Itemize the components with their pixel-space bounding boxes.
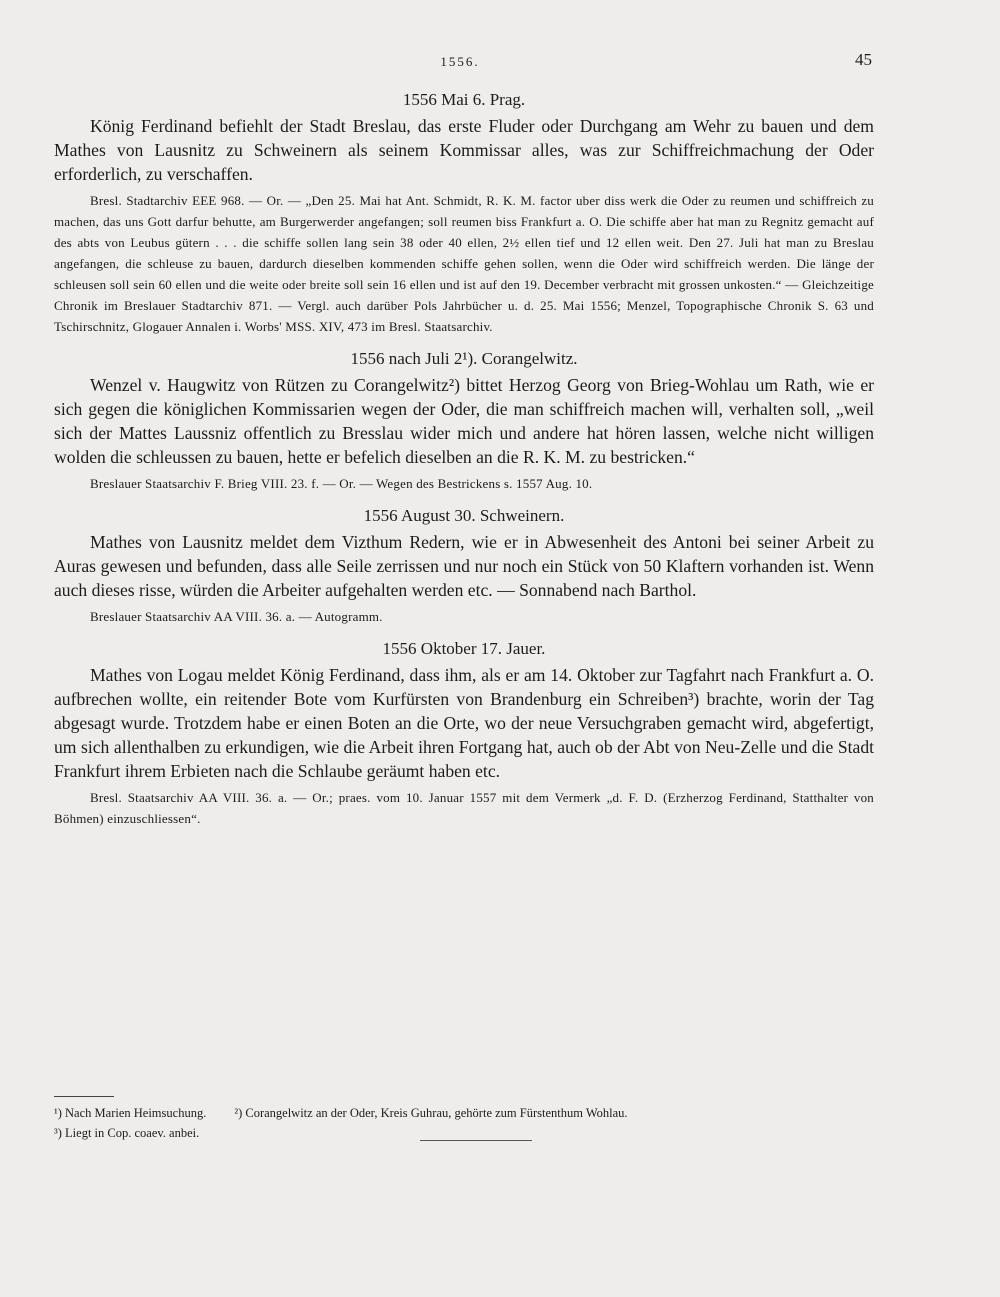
- entry: [54, 88, 874, 337]
- entry-source: Breslauer Staatsarchiv AA VIII. 36. a. — Autogramm.: [90, 609, 383, 624]
- entry-body: Mathes von Logau meldet König Ferdinand, dass ihm, als er am 14. Oktober zur Tagfahrt nach Frankfurt a. O. aufbrechen wollte, ein reitender Bote vom Kurfürsten von Brandenburg ein Schreiben³) brachte, worin der Tag abgesagt wurde. Trotzdem habe er einen Boten an die Orte, wo der neue Versuchgraben gemacht wird, abgefertigt, um sich allenthalben zu erkundigen, wie die Arbeit ihren Fortgang hat, auch ob der Abt von Neu-Zelle und die Stadt Frankfurt ihrem Erbieten nach die Schlaube geräumt haben etc.: [54, 665, 874, 781]
- footnote-rule: [54, 1096, 114, 1097]
- entry-heading: 1556 nach Juli 2¹). Corangelwitz.: [350, 349, 578, 368]
- running-header: [0, 50, 1000, 72]
- entry: [54, 504, 874, 627]
- divider: [420, 1140, 532, 1141]
- entry-heading: 1556 August 30. Schweinern.: [363, 506, 565, 525]
- entry: [54, 637, 874, 829]
- entry-source: Breslauer Staatsarchiv F. Brieg VIII. 23. f. — Or. — Wegen des Bestrickens s. 1557 Aug. 10.: [90, 476, 593, 491]
- entry-body: König Ferdinand befiehlt der Stadt Breslau, das erste Fluder oder Durchgang am Wehr zu bauen und dem Mathes von Lausnitz zu Schweinern als seinem Kommissar alles, was zur Schiffreichmachung der Oder erforderlich, zu verschaffen.: [54, 116, 874, 184]
- entry-body: Wenzel v. Haugwitz von Rützen zu Corangelwitz²) bittet Herzog Georg von Brieg-Wohlau um Rath, wie er sich gegen die königlichen Kommissarien wegen der Oder, die man schiffreich machen will, verhalten soll, „weil sich der Mattes Laussniz offentlich zu Bresslau wider mich und andere hat hören lassen, welche nicht willigen wolden die schleussen zu bauen, hette er befelich dieselben an die R. K. M. zu bestricken.“: [54, 375, 874, 467]
- main-content: [54, 88, 874, 839]
- entry-heading: 1556 Mai 6. Prag.: [402, 90, 526, 109]
- footnote-3: ³) Liegt in Cop. coaev. anbei.: [54, 1126, 200, 1140]
- entry-body: Mathes von Lausnitz meldet dem Vizthum Redern, wie er in Abwesenheit des Antoni bei seiner Arbeit zu Auras gewesen und befunden, dass alle Seile zerrissen und nur noch ein Stück von 50 Klaftern vorhanden ist. Wenn auch dieses risse, würden die Arbeiter aufgehalten werden etc. — Sonnabend nach Barthol.: [54, 532, 874, 600]
- footnote-row: [54, 1103, 874, 1123]
- footnote-1: ¹) Nach Marien Heimsuchung.: [54, 1106, 207, 1120]
- header-year: 1556.: [440, 54, 480, 69]
- footnotes: [54, 1096, 874, 1143]
- entry-source: Bresl. Stadtarchiv EEE 968. — Or. — „Den 25. Mai hat Ant. Schmidt, R. K. M. factor uber diss werk die Oder zu reumen und schiffreich zu machen, das uns Gott darfur behutte, am Burgerwerder angefangen; soll reumen biss Frankfurt a. O. Die schiffe aber hat man zu Regnitz gemacht auf des abts von Leubus gütern . . . die schiffe sollen lang sein 38 oder 40 ellen, 2½ ellen tief und 12 ellen weit. Den 27. Juli hat man zu Breslau angefangen, die schleuse zu bauen, dardurch dieselben kommenden schiffe gehen sollen, wenn die Oder wird schiffreich werden. Die länge der schleusen soll sein 60 ellen und die weite oder breite soll sein 16 ellen und ist auf den 19. December verbracht mit grossen unkosten.“ — Gleichzeitige Chronik im Breslauer Stadtarchiv 871. — Vergl. auch darüber Pols Jahrbücher u. d. 25. Mai 1556; Menzel, Topographische Chronik S. 63 und Tschirschnitz, Glogauer Annalen i. Worbs' MSS. XIV, 473 im Bresl. Staatsarchiv.: [54, 193, 874, 334]
- entry-source: Bresl. Staatsarchiv AA VIII. 36. a. — Or.; praes. vom 10. Januar 1557 mit dem Vermerk „d. F. D. (Erzherzog Ferdinand, Statthalter von Böhmen) einzuschliessen“.: [54, 790, 874, 826]
- footnote-2: ²) Corangelwitz an der Oder, Kreis Guhrau, gehörte zum Fürstenthum Wohlau.: [234, 1106, 628, 1120]
- entry: [54, 347, 874, 494]
- page-number: 45: [855, 50, 872, 69]
- entry-heading: 1556 Oktober 17. Jauer.: [382, 639, 546, 658]
